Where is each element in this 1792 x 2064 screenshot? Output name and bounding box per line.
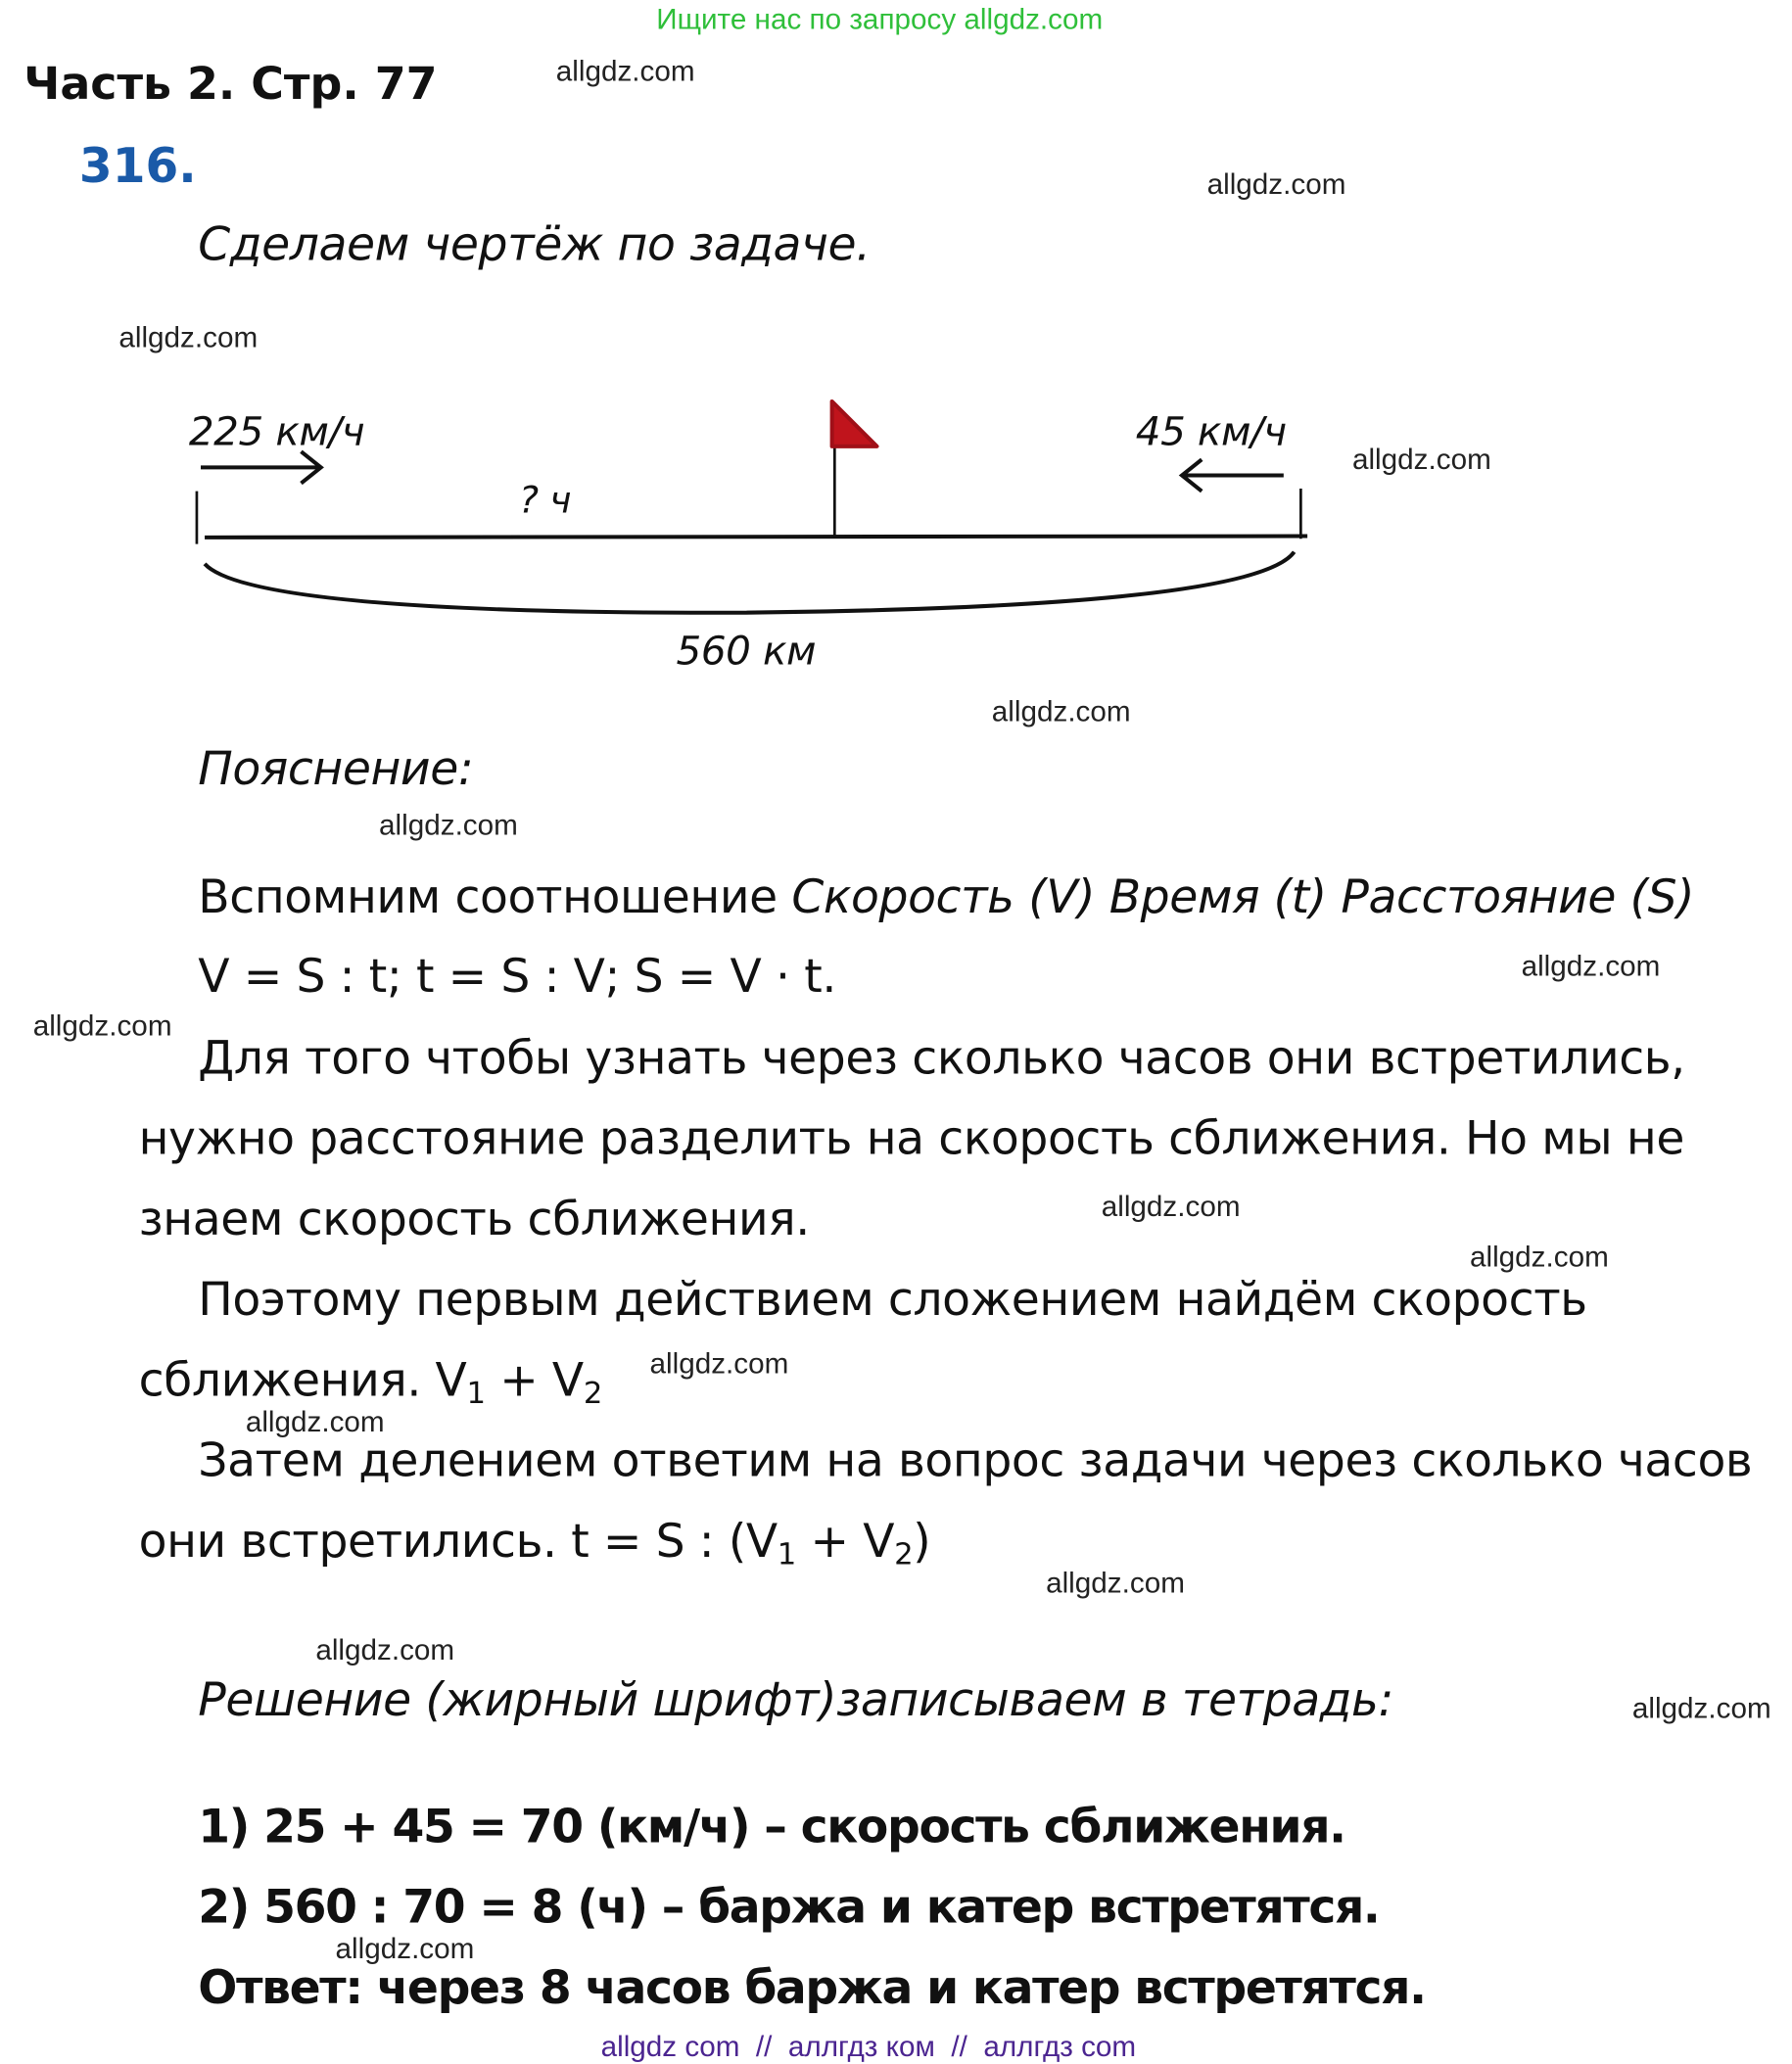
- explanation-p3-line1: Поэтому первым действием сложением найдём скорость: [198, 1274, 1587, 1328]
- watermark: allgdz.com: [555, 54, 695, 88]
- solution-answer: Ответ: через 8 часов баржа и катер встретятся.: [198, 1962, 1426, 2015]
- subscript: 1: [466, 1377, 486, 1412]
- left-arrow-icon: [1182, 459, 1284, 491]
- footer-links[interactable]: allgdz com // аллгдз ком // аллгдз com: [600, 2029, 1137, 2063]
- p4-end: ): [913, 1516, 931, 1570]
- top-banner[interactable]: Ищите нас по запросу allgdz.com: [656, 2, 1104, 36]
- watermark: allgdz.com: [32, 1009, 172, 1043]
- p4-text: они встретились. t = S : (V: [138, 1516, 778, 1570]
- watermark: allgdz.com: [1046, 1566, 1185, 1600]
- speed-right-label: 45 км/ч: [1135, 409, 1287, 456]
- intro-text: Сделаем чертёж по задаче.: [198, 218, 871, 272]
- watermark: allgdz.com: [1521, 949, 1661, 983]
- task-number: 316.: [78, 139, 197, 195]
- time-label: ? ч: [518, 478, 572, 522]
- flag-icon: [832, 401, 877, 446]
- distance-brace: [205, 552, 1295, 613]
- explanation-p2-line3: знаем скорость сближения.: [138, 1194, 810, 1247]
- watermark: allgdz.com: [649, 1346, 789, 1381]
- watermark: allgdz.com: [118, 320, 259, 354]
- solution-step-1: 1) 25 + 45 = 70 (км/ч) – скорость сближения.: [198, 1801, 1345, 1854]
- watermark: allgdz.com: [379, 808, 518, 842]
- p1-prefix: Вспомним соотношение: [198, 871, 792, 925]
- distance-label: 560 км: [676, 628, 817, 676]
- explanation-heading: Пояснение:: [198, 743, 474, 797]
- solution-heading: Решение (жирный шрифт)записываем в тетрадь:: [198, 1674, 1393, 1727]
- watermark: allgdz.com: [991, 694, 1131, 728]
- watermark: allgdz.com: [1631, 1691, 1771, 1725]
- explanation-p2-line1: Для того чтобы узнать через сколько часов они встретились,: [198, 1032, 1685, 1086]
- right-arrow-icon: [201, 451, 321, 483]
- speed-left-label: 225 км/ч: [188, 409, 365, 456]
- watermark: allgdz.com: [245, 1404, 385, 1438]
- watermark: allgdz.com: [315, 1633, 455, 1666]
- subscript: 1: [777, 1537, 796, 1572]
- watermark: allgdz.com: [1101, 1190, 1241, 1223]
- explanation-p4-line1: Затем делением ответим на вопрос задачи через сколько часов: [198, 1434, 1753, 1488]
- p4-plus: + V: [795, 1516, 895, 1570]
- explanation-p2-line2: нужно расстояние разделить на скорость сближения. Но мы не: [138, 1112, 1684, 1166]
- p3-text: сближения. V: [138, 1354, 467, 1408]
- watermark: allgdz.com: [1206, 167, 1346, 201]
- road-line: [205, 537, 1307, 538]
- page-title: Часть 2. Стр. 77: [24, 58, 438, 112]
- watermark: allgdz.com: [1469, 1240, 1609, 1274]
- explanation-p1: [198, 871, 1694, 924]
- subscript: 2: [583, 1377, 602, 1412]
- subscript: 2: [894, 1537, 914, 1572]
- explanation-p4-line2: [139, 1516, 931, 1572]
- watermark: allgdz.com: [335, 1932, 475, 1965]
- p3-plus: + V: [485, 1354, 584, 1408]
- solution-step-2: 2) 560 : 70 = 8 (ч) – баржа и катер встретятся.: [198, 1881, 1380, 1935]
- formulas: V = S : t; t = S : V; S = V · t.: [198, 950, 836, 1004]
- explanation-p3-line2: [139, 1355, 602, 1412]
- p1-relation: Скорость (V) Время (t) Расстояние (S): [791, 871, 1695, 925]
- watermark: allgdz.com: [1351, 442, 1491, 476]
